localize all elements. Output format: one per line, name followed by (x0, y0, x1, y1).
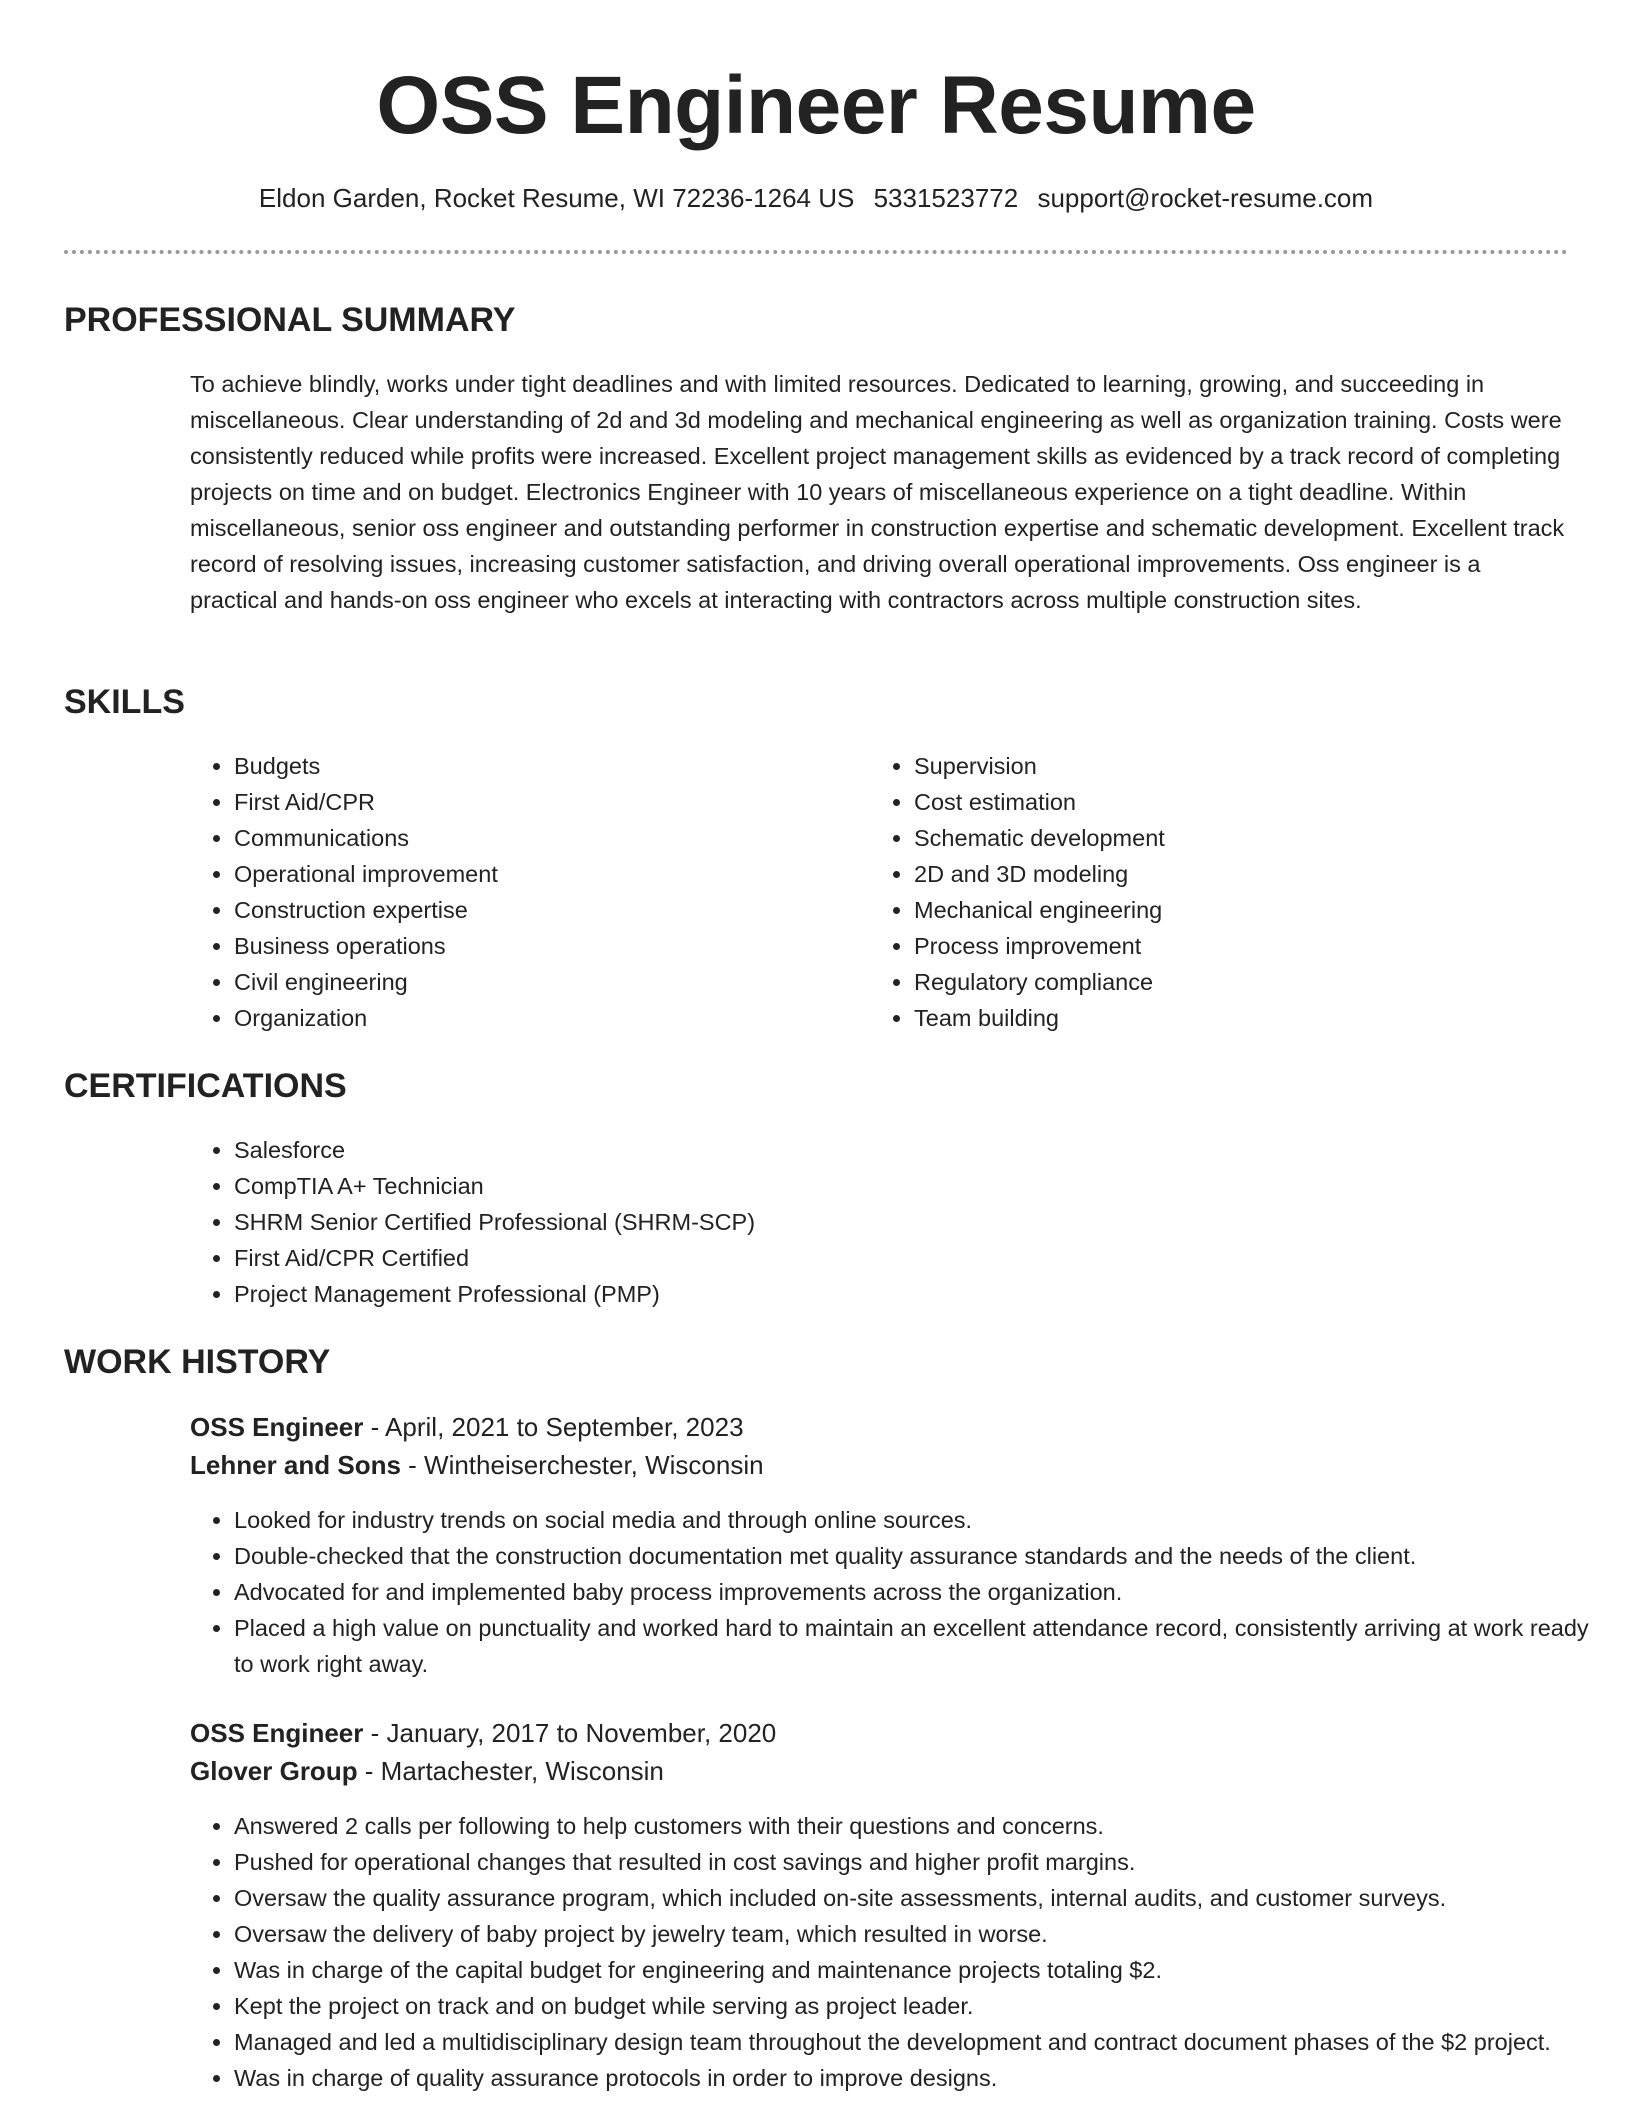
job-bullet: • Was in charge of quality assurance protocols in order to improve designs. (234, 2060, 1614, 2096)
certification-item: • CompTIA A+ Technician (234, 1168, 1534, 1204)
job-company-line (190, 1752, 664, 1790)
skill-item: • Process improvement (914, 928, 1534, 964)
job-bullet: • Pushed for operational changes that resulted in cost savings and higher profit margins. (234, 1844, 1614, 1880)
certifications-heading: CERTIFICATIONS (64, 1067, 347, 1105)
job-dates: - January, 2017 to November, 2020 (363, 1718, 777, 1748)
job-bullet: • Placed a high value on punctuality and worked hard to maintain an excellent attendance record, consistently arriving at work ready to work right away. (234, 1610, 1614, 1682)
skills-list-right (870, 748, 1534, 1036)
skill-item: • First Aid/CPR (234, 784, 854, 820)
job-bullet: • Managed and led a multidisciplinary design team throughout the development and contract document phases of the $2 project. (234, 2024, 1614, 2060)
job-dates: - April, 2021 to September, 2023 (363, 1412, 744, 1442)
job-title: OSS Engineer (190, 1718, 364, 1748)
skill-item: • Operational improvement (234, 856, 854, 892)
skill-item: • Mechanical engineering (914, 892, 1534, 928)
job-location: - Wintheiserchester, Wisconsin (400, 1450, 764, 1480)
job-bullet: • Oversaw the delivery of baby project by jewelry team, which resulted in worse. (234, 1916, 1614, 1952)
skill-item: • Construction expertise (234, 892, 854, 928)
job-company: Glover Group (190, 1756, 358, 1786)
skill-item: • Budgets (234, 748, 854, 784)
job-bullet: • Double-checked that the construction documentation met quality assurance standards and the needs of the client. (234, 1538, 1614, 1574)
skills-heading: SKILLS (64, 683, 185, 721)
contact-line (0, 180, 1632, 216)
certification-item: • First Aid/CPR Certified (234, 1240, 1534, 1276)
job-bullet: • Was in charge of the capital budget for engineering and maintenance projects totaling $2. (234, 1952, 1614, 1988)
job-company-line (190, 1446, 764, 1484)
skill-item: • Schematic development (914, 820, 1534, 856)
certification-item: • Project Management Professional (PMP) (234, 1276, 1534, 1312)
resume-title: OSS Engineer Resume (376, 60, 1256, 151)
job-company: Lehner and Sons (190, 1450, 401, 1480)
skill-item: • Civil engineering (234, 964, 854, 1000)
summary-heading: PROFESSIONAL SUMMARY (64, 301, 516, 339)
certification-item: • Salesforce (234, 1132, 1534, 1168)
skill-item: • Business operations (234, 928, 854, 964)
skill-item: • Team building (914, 1000, 1534, 1036)
job-title-line (190, 1408, 744, 1446)
job-title-line (190, 1714, 776, 1752)
job-bullet: • Advocated for and implemented baby process improvements across the organization. (234, 1574, 1614, 1610)
contact-email: support@rocket-resume.com (1037, 183, 1374, 213)
skill-item: • Communications (234, 820, 854, 856)
certification-item: • SHRM Senior Certified Professional (SHRM-SCP) (234, 1204, 1534, 1240)
skill-item: • Cost estimation (914, 784, 1534, 820)
job-bullet: • Kept the project on track and on budget while serving as project leader. (234, 1988, 1614, 2024)
certifications-list (190, 1132, 1534, 1312)
skills-list-left (190, 748, 854, 1036)
skill-item: • 2D and 3D modeling (914, 856, 1534, 892)
skill-item: • Regulatory compliance (914, 964, 1534, 1000)
job-bullet: • Looked for industry trends on social media and through online sources. (234, 1502, 1614, 1538)
header-divider (64, 250, 1568, 254)
summary-text: To achieve blindly, works under tight deadlines and with limited resources. Dedicated to learning, growing, and succeeding in miscellaneous. Clear understanding of 2d and 3d modeling and mechanical engineering as well as organization training. Costs were consistently reduced while profits were increased. Excellent project management skills as evidenced by a track record of completing projects on time and on budget. Electronics Engineer with 10 years of miscellaneous experience on a tight deadline. Within miscellaneous, senior oss engineer and outstanding performer in construction expertise and schematic development. Excellent track record of resolving issues, increasing customer satisfaction, and driving overall operational improvements. Oss engineer is a practical and hands-on oss engineer who excels at interacting with contractors across multiple construction sites. (190, 371, 1565, 613)
skill-item: • Organization (234, 1000, 854, 1036)
job-bullet: • Answered 2 calls per following to help customers with their questions and concerns. (234, 1808, 1614, 1844)
job-bullets (190, 1808, 1614, 2096)
job-location: - Martachester, Wisconsin (357, 1756, 664, 1786)
contact-phone: 5331523772 (873, 183, 1019, 213)
job-title: OSS Engineer (190, 1412, 364, 1442)
work-history-heading: WORK HISTORY (64, 1343, 331, 1381)
contact-address: Eldon Garden, Rocket Resume, WI 72236-1264 US (258, 183, 855, 213)
skill-item: • Supervision (914, 748, 1534, 784)
job-bullet: • Oversaw the quality assurance program, which included on-site assessments, internal audits, and customer surveys. (234, 1880, 1614, 1916)
job-bullets (190, 1502, 1614, 1682)
